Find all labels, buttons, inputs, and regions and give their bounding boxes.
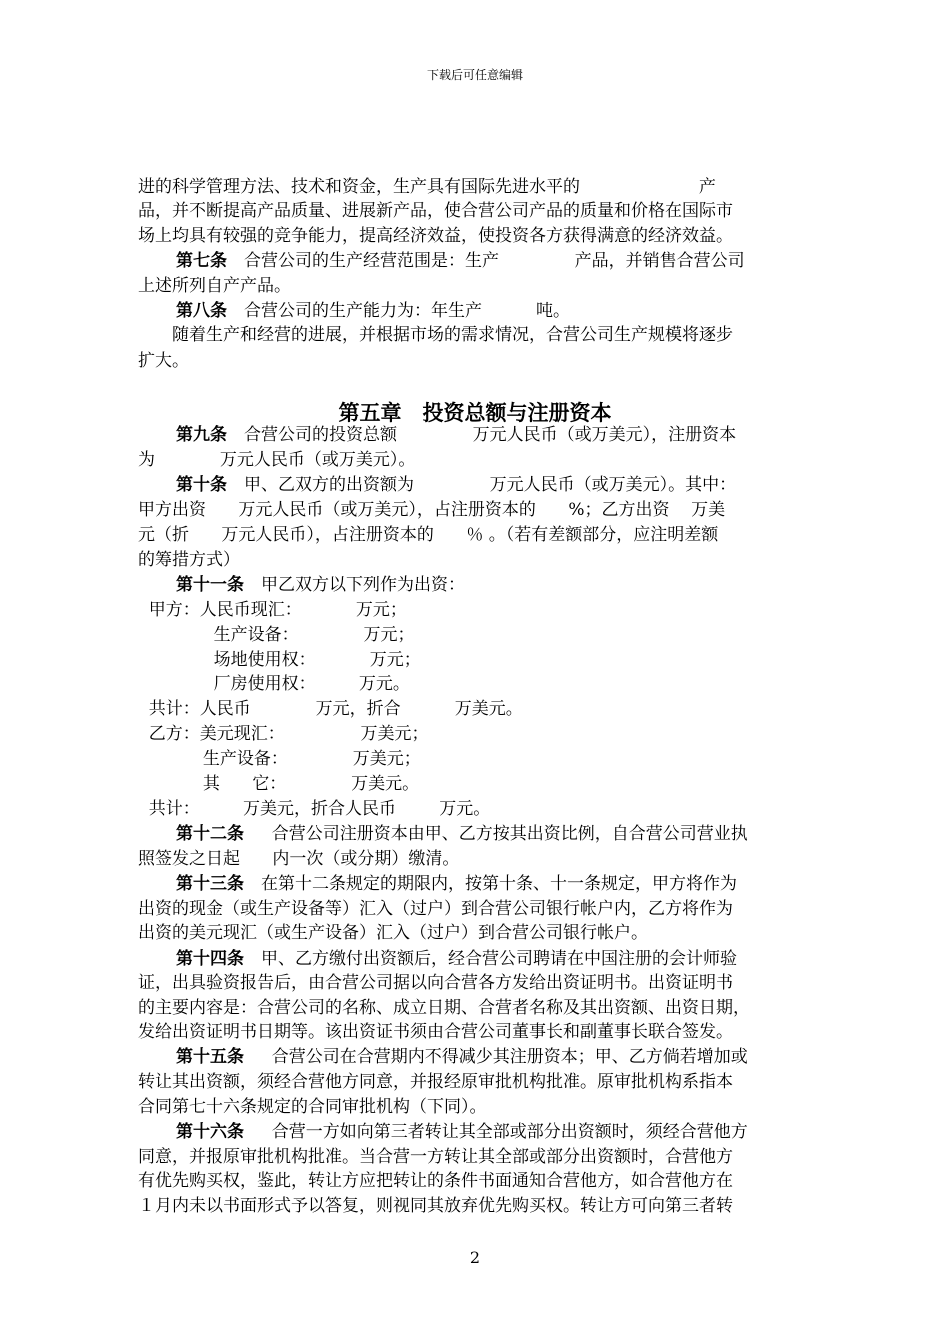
text-line: [138, 698, 523, 720]
text-line: [138, 1146, 733, 1168]
text-line: [138, 1195, 733, 1217]
line-text: 合营公司的投资总额 万元人民币（或万美元），注册资本: [227, 425, 737, 445]
text-line: [138, 449, 415, 471]
line-text: 甲、乙双方的出资额为 万元人民币（或万美元）。其中：: [227, 475, 737, 495]
line-text: 场上均具有较强的竞争能力，提高经济效益，使投资各方获得满意的经济效益。: [138, 226, 733, 246]
article-number: 第九条: [176, 425, 227, 445]
text-line: [176, 300, 570, 322]
line-text: 生产设备： 万美元；: [138, 749, 421, 769]
article-number: 第十一条: [176, 575, 244, 595]
text-line: [138, 1071, 733, 1093]
line-text: 出资的现金（或生产设备等）汇入（过户）到合营公司银行帐户内，乙方将作为: [138, 899, 733, 919]
text-line: [138, 624, 415, 646]
article-number: 第八条: [176, 301, 227, 321]
text-line: [138, 599, 407, 621]
text-line: [138, 848, 459, 870]
line-text: 合营公司的生产经营范围是：生产 产品，并销售合营公司: [227, 251, 745, 271]
text-line: [176, 574, 465, 596]
line-text: 照签发之日起 内一次（或分期）缴清。: [138, 849, 460, 869]
line-text: 随着生产和经营的进展，并根据市场的需求情况，合营公司生产规模将逐步: [138, 325, 733, 345]
line-text: 扩大。: [138, 351, 189, 371]
line-text: 合同第七十六条规定的合同审批机构（下同）。: [138, 1097, 487, 1117]
text-line: [138, 997, 750, 1019]
line-text: 合营公司的生产能力为：年生产 吨。: [227, 301, 571, 321]
text-line: [138, 1021, 733, 1043]
line-text: １月内未以书面形式予以答复，则视同其放弃优先购买权。转让方可向第三者转: [138, 1196, 733, 1216]
line-text: 品，并不断提高产品质量、进展新产品，使合营公司产品的质量和价格在国际市: [138, 201, 733, 221]
text-line: [176, 948, 737, 970]
article-number: 第十条: [176, 475, 227, 495]
text-line: [138, 1170, 733, 1192]
text-line: [176, 1121, 748, 1143]
line-text: 甲方出资 万元人民币（或万美元），占注册资本的 %；乙方出资 万美: [138, 500, 726, 520]
line-text: 共计： 万美元，折合人民币 万元。: [138, 799, 491, 819]
text-line: [138, 176, 716, 198]
line-text: 元（折 万元人民币），占注册资本的 ％ 。（若有差额部分，应注明差额: [138, 525, 719, 545]
line-text: 进的科学管理方法、技术和资金，生产具有国际先进水平的 产: [138, 177, 716, 197]
text-line: [138, 1096, 487, 1118]
article-number: 第十六条: [176, 1122, 244, 1142]
article-number: 第七条: [176, 251, 227, 271]
text-line: [176, 424, 736, 446]
line-text: 甲乙双方以下列作为出资：: [244, 575, 465, 595]
text-line: [138, 922, 648, 944]
line-text: 乙方：美元现汇： 万美元；: [138, 724, 429, 744]
line-text: 合营一方如向第三者转让其全部或部分出资额时，须经合营他方: [244, 1122, 748, 1142]
article-number: 第十四条: [176, 949, 244, 969]
line-text: 上述所列自产产品。: [138, 276, 291, 296]
text-line: [176, 1046, 748, 1068]
line-text: 在第十二条规定的期限内，按第十条、十一条规定，甲方将作为: [244, 874, 737, 894]
text-line: [138, 350, 189, 372]
text-line: [138, 723, 428, 745]
article-number: 第十五条: [176, 1047, 244, 1067]
line-text: 出资的美元现汇（或生产设备）汇入（过户）到合营公司银行帐户。: [138, 923, 648, 943]
text-line: [138, 524, 718, 546]
text-line: [176, 873, 737, 895]
text-line: [176, 250, 745, 272]
text-line: [138, 549, 240, 571]
line-text: 场地使用权： 万元；: [138, 650, 421, 670]
text-line: [176, 474, 736, 496]
line-text: 生产设备： 万元；: [138, 625, 415, 645]
text-line: [138, 225, 733, 247]
text-line: [176, 823, 748, 845]
line-text: 其 它： 万美元。: [138, 774, 420, 794]
line-text: 甲方：人民币现汇： 万元；: [138, 600, 407, 620]
chapter-title: 第五章 投资总额与注册资本: [338, 401, 612, 425]
text-line: [138, 972, 733, 994]
text-line: [138, 748, 421, 770]
line-text: 合营公司注册资本由甲、乙方按其出资比例，自合营公司营业执: [244, 824, 748, 844]
text-line: [138, 499, 725, 521]
line-text: 的主要内容是：合营公司的名称、成立日期、合营者名称及其出资额、出资日期，: [138, 998, 750, 1018]
line-text: 转让其出资额，须经合营他方同意，并报经原审批机构批准。原审批机构系指本: [138, 1072, 733, 1092]
line-text: 厂房使用权： 万元。: [138, 674, 410, 694]
text-line: [138, 898, 733, 920]
line-text: 为 万元人民币（或万美元）。: [138, 450, 416, 470]
text-line: [138, 200, 733, 222]
page-number: 2: [469, 1248, 481, 1267]
line-text: 共计：人民币 万元，折合 万美元。: [138, 699, 523, 719]
line-text: 甲、乙方缴付出资额后，经合营公司聘请在中国注册的会计师验: [244, 949, 737, 969]
text-line: [138, 798, 490, 820]
page-header: 下载后可任意编辑: [426, 68, 523, 82]
text-line: [138, 773, 419, 795]
line-text: 证，出具验资报告后，由合营公司据以向合营各方发给出资证明书。出资证明书: [138, 973, 733, 993]
line-text: 的筹措方式）: [138, 550, 240, 570]
line-text: 有优先购买权，鉴此，转让方应把转让的条件书面通知合营他方，如合营他方在: [138, 1171, 733, 1191]
line-text: 合营公司在合营期内不得减少其注册资本；甲、乙方倘若增加或: [244, 1047, 748, 1067]
text-line: [138, 649, 421, 671]
text-line: [138, 275, 291, 297]
text-line: [138, 324, 733, 346]
line-text: 发给出资证明书日期等。该出资证书须由合营公司董事长和副董事长联合签发。: [138, 1022, 733, 1042]
line-text: 同意，并报原审批机构批准。当合营一方转让其全部或部分出资额时，合营他方: [138, 1147, 733, 1167]
article-number: 第十二条: [176, 824, 244, 844]
text-line: [138, 673, 410, 695]
article-number: 第十三条: [176, 874, 244, 894]
